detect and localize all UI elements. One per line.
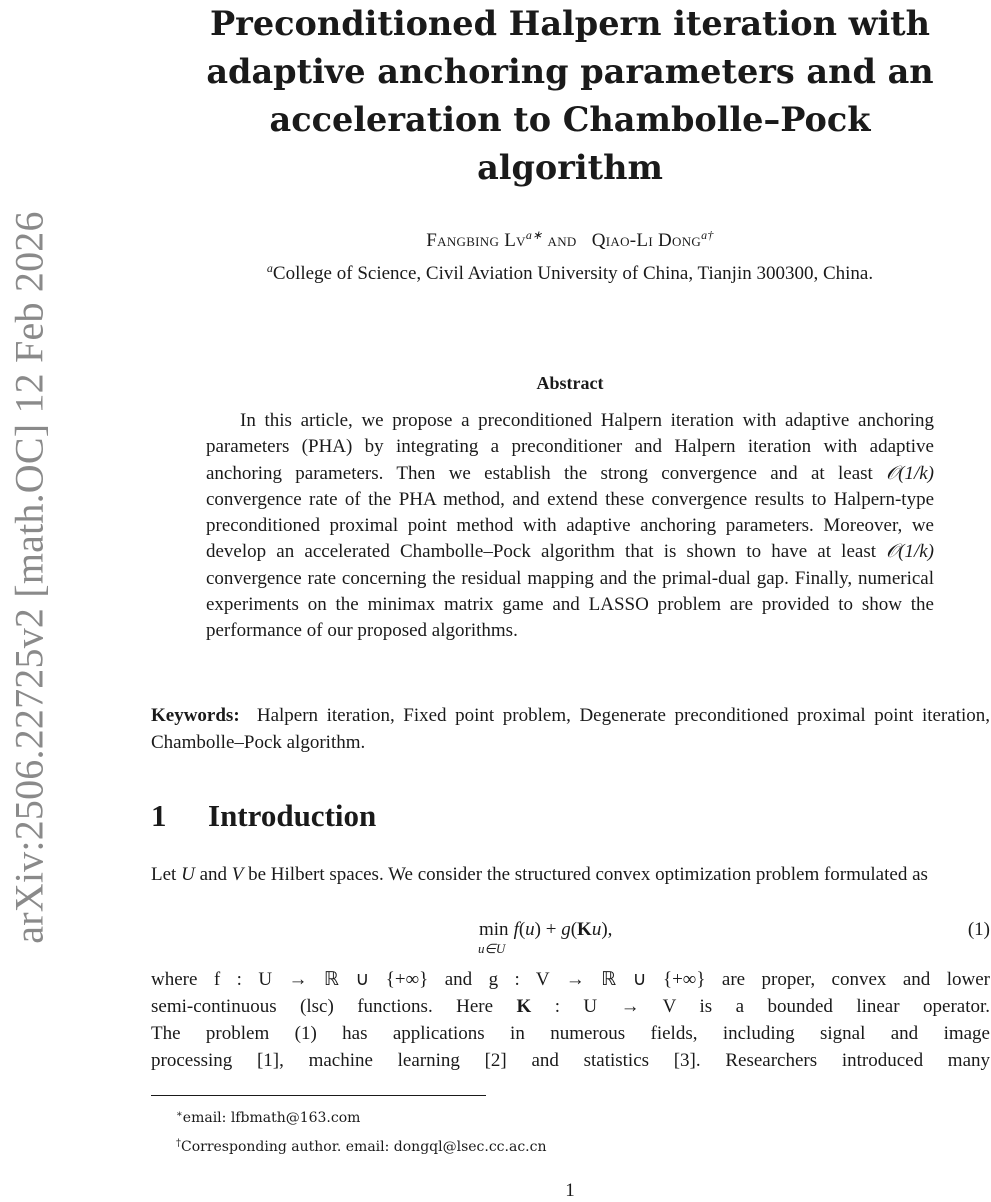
author-name: Qiao-Li Dong <box>591 230 702 251</box>
title-line: acceleration to Chambolle–Pock <box>269 100 871 139</box>
abstract-body <box>206 408 934 645</box>
abstract-heading: Abstract <box>536 373 604 393</box>
section-heading <box>151 798 376 834</box>
abstract-text: convergence rate of the PHA method, and extend these convergence results to Halpern-type preconditioned proximal point method with adaptive anchoring parameters. Moreover, we develop an accelerated Chambolle–Pock algorithm that is shown to have at least <box>206 488 934 563</box>
big-o-rate: 𝒪(1/k) <box>886 541 934 563</box>
min-subscript: u∈U <box>478 941 506 956</box>
title-line: adaptive anchoring parameters and an <box>206 52 934 91</box>
author-connector: and <box>547 230 577 251</box>
footnote-mark: ∗ <box>176 1109 183 1120</box>
affiliation <box>150 261 990 285</box>
big-o-rate: 𝒪(1/k) <box>886 462 934 484</box>
title-line: algorithm <box>477 148 663 187</box>
abstract-paragraph <box>206 408 934 645</box>
display-equation <box>151 915 990 959</box>
affiliation-mark: a <box>266 261 273 275</box>
title-line: Preconditioned Halpern iteration with <box>209 4 931 43</box>
keywords-text: Halpern iteration, Fixed point problem, Degenerate preconditioned proximal point iteration, Chambolle–Pock algorithm. <box>151 705 990 753</box>
section-number: 1 <box>151 798 167 833</box>
author-name: Fangbing Lv <box>426 230 526 251</box>
keywords <box>151 702 990 756</box>
intro-paragraph <box>151 966 990 1074</box>
author-affil-mark: a† <box>701 228 714 242</box>
abstract-text: convergence rate concerning the residual mapping and the primal-dual gap. Finally, numerical experiments on the minimax matrix game and LASSO problem are provided to show the performance of our proposed algorithms. <box>206 567 934 642</box>
page-number: 1 <box>565 1180 575 1201</box>
equation-number: (1) <box>967 919 990 940</box>
equation-expression: min u∈U f(u) + g(Ku), <box>478 919 613 956</box>
footnote-rule <box>151 1095 486 1096</box>
paper-title <box>150 0 990 192</box>
arxiv-identifier: arXiv:2506.22725v2 [math.OC] 12 Feb 2026 <box>6 211 52 944</box>
keywords-label: Keywords: <box>151 705 240 726</box>
footnote-text: email: lfbmath@163.com <box>182 1110 361 1126</box>
footnote <box>176 1131 546 1160</box>
author-list <box>150 228 990 252</box>
abstract-text: In this article, we propose a preconditioned Halpern iteration with adaptive anchoring parameters (PHA) by integrating a preconditioner and Halpern iteration with adaptive anchoring parameters. Then we establish the strong convergence and at least <box>206 410 934 484</box>
intro-line: where f : U → ℝ ∪ {+∞} and g : V → ℝ ∪ {+∞} are proper, convex and lower <box>151 969 990 990</box>
footnote-text: Corresponding author. email: dongql@lsec.cc.ac.cn <box>181 1139 547 1155</box>
intro-line: The problem (1) has applications in numerous fields, including signal and image <box>151 1023 990 1044</box>
min-operator: min u∈U <box>478 919 509 956</box>
intro-line: processing [1], machine learning [2] and statistics [3]. Researchers introduced many <box>151 1050 990 1071</box>
author-affil-mark: a∗ <box>525 228 543 242</box>
intro-paragraph <box>151 861 990 888</box>
footnotes <box>176 1102 546 1160</box>
intro-text: Let U and V be Hilbert spaces. We consider the structured convex optimization problem formulated as <box>151 864 928 885</box>
footnote-mark: † <box>176 1138 181 1149</box>
section-title: Introduction <box>208 798 377 833</box>
intro-line: semi-continuous (lsc) functions. Here K : U → V is a bounded linear operator. <box>151 996 991 1017</box>
affiliation-text: College of Science, Civil Aviation University of China, Tianjin 300300, China. <box>272 263 874 284</box>
footnote <box>176 1102 546 1131</box>
arxiv-stamp <box>4 205 54 950</box>
